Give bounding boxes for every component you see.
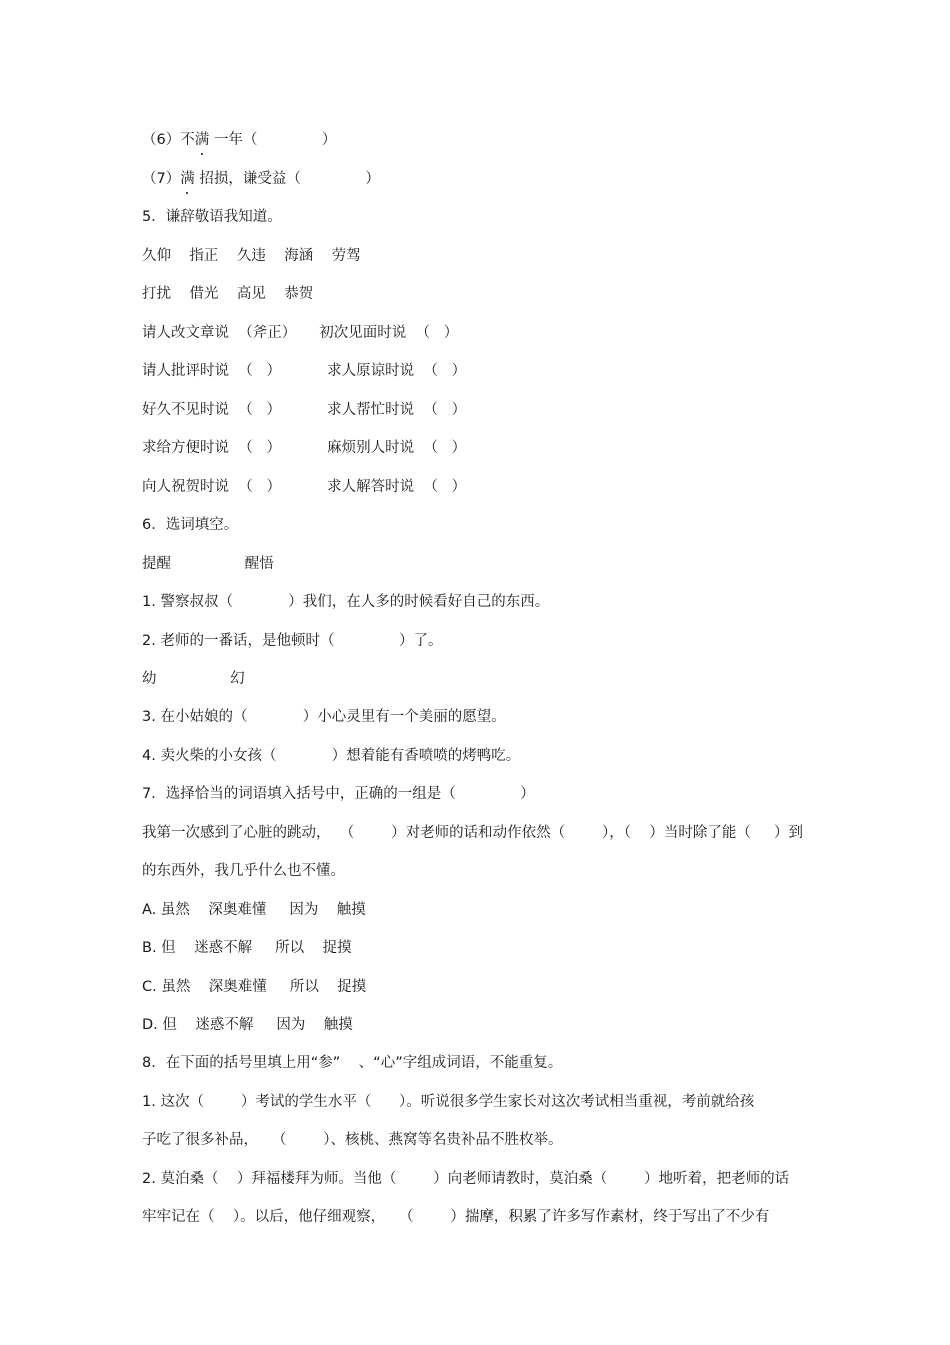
section-heading: 7．选择恰当的词语填入括号中，正确的一组是（ ） xyxy=(142,786,535,802)
word-bank: 幼 幻 xyxy=(142,671,245,687)
answer-option: D. 但 迷惑不解 因为 触摸 xyxy=(142,1017,353,1033)
section-heading: 8．在下面的括号里填上用“参” 、“心”字组成词语，不能重复。 xyxy=(142,1055,563,1071)
question-line: 牢牢记在（ ）。以后，他仔细观察， （ ）揣摩，积累了许多写作素材，终于写出了不少有 xyxy=(142,1209,770,1225)
question-line: 1. 这次（ ）考试的学生水平（ ）。听说很多学生家长对这次考试相当重视，考前就给孩 xyxy=(142,1094,755,1110)
word-bank: 提醒 醒悟 xyxy=(142,556,274,572)
question-line: 请人批评时说 （ ） 求人原谅时说 （ ） xyxy=(142,363,467,379)
word-bank: 久仰 指正 久违 海涵 劳驾 xyxy=(142,248,361,264)
question-line: 向人祝贺时说 （ ） 求人解答时说 （ ） xyxy=(142,479,467,495)
question-line: 我第一次感到了心脏的跳动， （ ）对老师的话和动作依然（ ），（ ）当时除了能（ ）到 xyxy=(142,825,803,841)
answer-option: A. 虽然 深奥难懂 因为 触摸 xyxy=(142,902,366,918)
question-line: （7）满 招损，谦受益（ ） xyxy=(142,171,380,187)
answer-option: B. 但 迷惑不解 所以 捉摸 xyxy=(142,940,352,956)
answer-option: C. 虽然 深奥难懂 所以 捉摸 xyxy=(142,979,367,995)
question-line: 2. 老师的一番话，是他顿时（ ）了。 xyxy=(142,633,443,649)
question-line: 子吃了很多补品， （ ）、核桃、燕窝等名贵补品不胜枚举。 xyxy=(142,1132,563,1148)
question-line: 3. 在小姑娘的（ ）小心灵里有一个美丽的愿望。 xyxy=(142,709,506,725)
section-heading: 5．谦辞敬语我知道。 xyxy=(142,209,282,225)
word-bank: 打扰 借光 高见 恭贺 xyxy=(142,286,314,302)
question-line: 求给方便时说 （ ） 麻烦别人时说 （ ） xyxy=(142,440,467,456)
emphasis-dot-char: 满 xyxy=(180,171,195,187)
emphasis-dot-char: 满 xyxy=(194,132,210,148)
question-line: 的东西外，我几乎什么也不懂。 xyxy=(142,863,345,879)
question-line: 好久不见时说 （ ） 求人帮忙时说 （ ） xyxy=(142,402,467,418)
section-heading: 6．选词填空。 xyxy=(142,517,239,533)
question-line: 请人改文章说 （斧正） 初次见面时说 （ ） xyxy=(142,325,459,341)
question-line: 2. 莫泊桑（ ）拜福楼拜为师。当他（ ）向老师请教时，莫泊桑（ ）地听着，把老师的话 xyxy=(142,1171,790,1187)
question-line: 1. 警察叔叔（ ）我们，在人多的时候看好自己的东西。 xyxy=(142,594,550,610)
question-line: （6）不满 一年（ ） xyxy=(142,132,337,148)
question-line: 4. 卖火柴的小女孩（ ）想着能有香喷喷的烤鸭吃。 xyxy=(142,748,521,764)
